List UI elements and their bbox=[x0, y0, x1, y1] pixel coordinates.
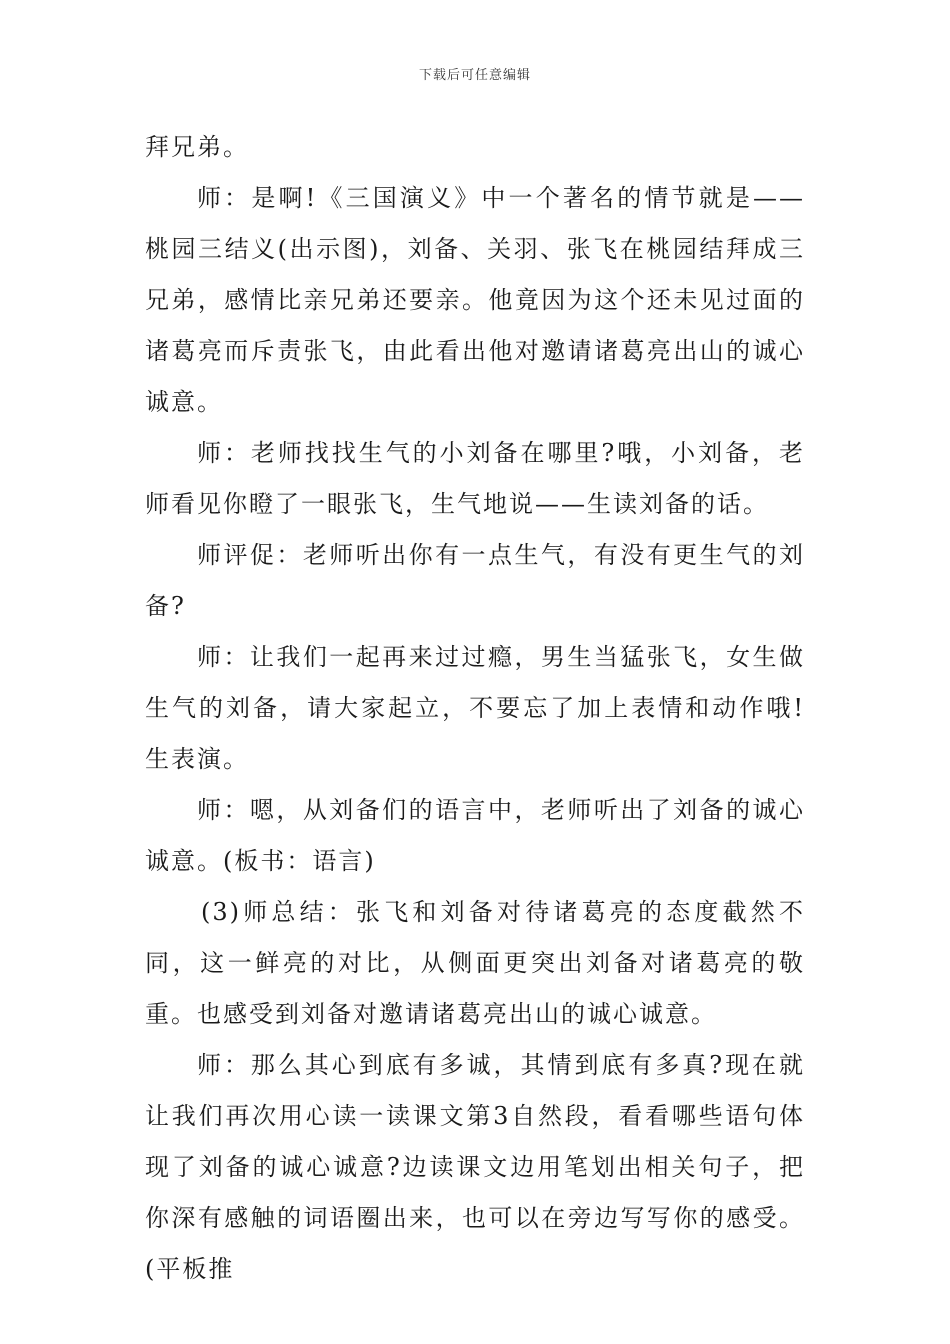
paragraph-continuation: 拜兄弟。 bbox=[145, 133, 249, 161]
paragraph-teacher-roleplay: 师：让我们一起再来过过瘾，男生当猛张飞，女生做生气的刘备，请大家起立，不要忘了加上表情和动作哦!生表演。 bbox=[145, 643, 805, 773]
paragraph-summary: (3)师总结：张飞和刘备对待诸葛亮的态度截然不同，这一鲜亮的对比，从侧面更突出刘备对诸葛亮的敬重。也感受到刘备对邀请诸葛亮出山的诚心诚意。 bbox=[145, 898, 805, 1028]
paragraph-teacher-find-liubei: 师：老师找找生气的小刘备在哪里?哦，小刘备，老师看见你瞪了一眼张飞，生气地说——生读刘备的话。 bbox=[145, 439, 805, 518]
paragraph-teacher-evaluate: 师评促：老师听出你有一点生气，有没有更生气的刘备? bbox=[145, 541, 805, 620]
document-body bbox=[145, 122, 805, 1295]
paragraph-teacher-language: 师：嗯，从刘备们的语言中，老师听出了刘备的诚心诚意。(板书：语言) bbox=[145, 796, 805, 875]
paragraph-teacher-peach-garden: 师：是啊!《三国演义》中一个著名的情节就是——桃园三结义(出示图)，刘备、关羽、张飞在桃园结拜成三兄弟，感情比亲兄弟还要亲。他竟因为这个还未见过面的诸葛亮而斥责张飞，由此看出他对邀请诸葛亮出山的诚心诚意。 bbox=[145, 184, 805, 416]
page-header: 下载后可任意编辑 bbox=[418, 68, 531, 83]
paragraph-teacher-reading-task: 师：那么其心到底有多诚，其情到底有多真?现在就让我们再次用心读一读课文第3自然段，看看哪些语句体现了刘备的诚心诚意?边读课文边用笔划出相关句子，把你深有感触的词语圈出来，也可以在旁边写写你的感受。(平板推 bbox=[145, 1051, 805, 1283]
